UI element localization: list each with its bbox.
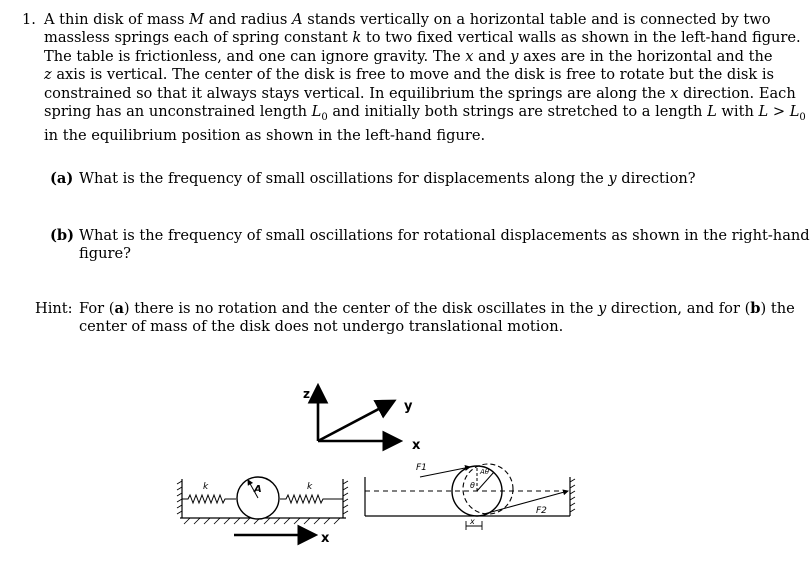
hint-text [79, 300, 795, 337]
intro-line: z axis is vertical. The center of the disk is free to move and the disk is free to rotate but the disk is [44, 66, 775, 84]
part-b-line: What is the frequency of small oscillations for rotational displacements as shown in the right-hand [79, 227, 810, 244]
intro-line: constrained so that it always stays vertical. In equilibrium the springs are along the x direction. Each [44, 84, 796, 102]
problem-number: 1. [22, 11, 36, 28]
figure-svg [170, 378, 590, 553]
force-2-label: F2 [536, 506, 547, 516]
right-wall-hatch [343, 481, 348, 514]
right-figure [365, 463, 575, 530]
left-figure [177, 477, 348, 546]
part-b-line: figure? [79, 245, 131, 263]
displacement-label: x [321, 531, 330, 546]
part-b-label: (b) [50, 227, 75, 244]
left-spring-label: k [203, 482, 209, 492]
z-axis-label: z [303, 387, 310, 401]
right-spring [280, 495, 343, 503]
y-axis-label: y [404, 399, 413, 414]
hint-label: Hint: [35, 300, 73, 317]
left-wall-hatch [177, 481, 182, 514]
arc-label: Aθ [480, 468, 490, 476]
right-fig-wall-hatch [570, 479, 575, 512]
intro-line: spring has an unconstrained length $L_0$ and initially both strings are stretched to a length L with $L > L_0$ [44, 103, 806, 123]
intro-line: A thin disk of mass M and radius A stands vertically on a horizontal table and is connected by two [44, 11, 771, 28]
figure [170, 378, 590, 553]
intro-line: in the equilibrium position as shown in the left-hand figure. [44, 127, 486, 145]
disk-radius-label: A [254, 484, 262, 495]
hint-line: For (a) there is no rotation and the center of the disk oscillates in the y direction, and for (b) the [79, 300, 795, 317]
intro-line: The table is frictionless, and one can ignore gravity. The x and y axes are in the horizontal and the [44, 47, 773, 65]
part-a-label: (a) [50, 170, 74, 187]
x-axis-label: x [412, 438, 421, 453]
force-1-label: F1 [416, 463, 427, 473]
right-spring-label: k [307, 482, 313, 492]
hint-line: center of mass of the disk does not undergo translational motion. [79, 318, 564, 336]
part-a-text: What is the frequency of small oscillations for displacements along the y direction? [79, 170, 696, 187]
intro-line: massless springs each of spring constant k to two fixed vertical walls as shown in the left-hand figure. [44, 29, 801, 47]
part-b-text [79, 227, 810, 264]
right-displacement-label: x [470, 517, 475, 526]
problem-intro [44, 11, 806, 146]
angle-label: θ [470, 481, 475, 490]
y-axis-arrow [318, 402, 392, 441]
left-spring [182, 495, 236, 503]
coordinate-axes [303, 387, 421, 453]
